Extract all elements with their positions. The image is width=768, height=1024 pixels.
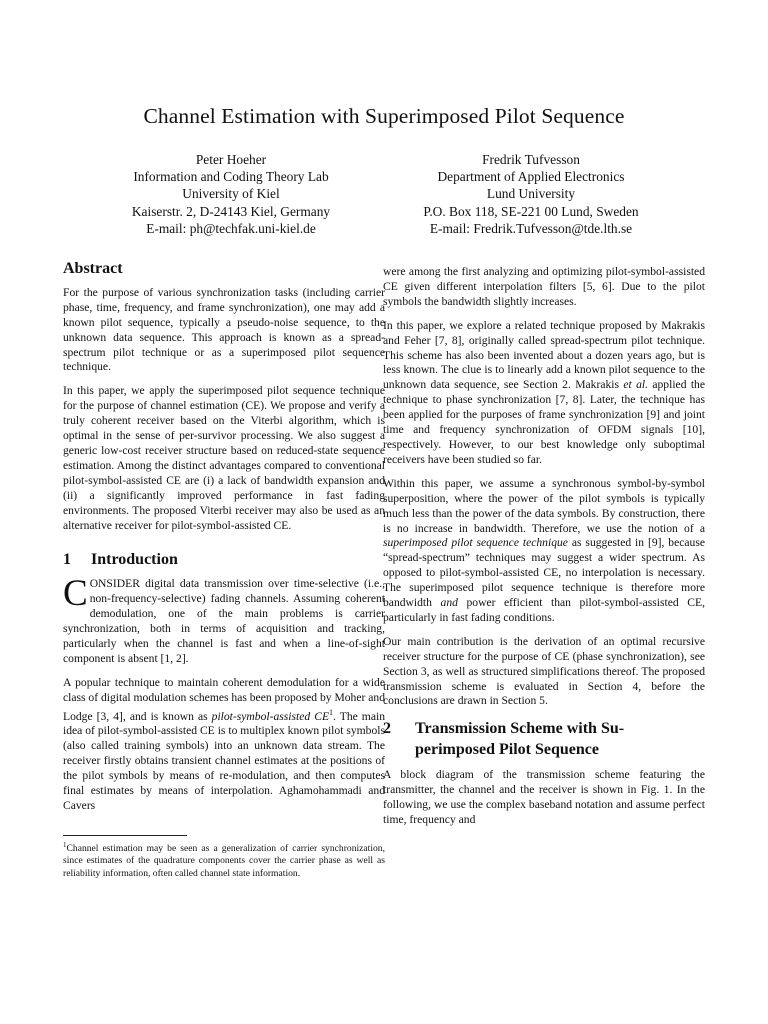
footnote-mark: 1 <box>63 841 67 849</box>
author-address: Kaiserstr. 2, D-24143 Kiel, Germany <box>131 203 331 219</box>
author-affiliation: Department of Applied Electronics <box>437 169 625 185</box>
section2-paragraph: A block diagram of the transmission scheme featuring the transmitter, the channel and the receiver is shown in Fig. 1. In the following, we use the complex baseband notation and assume perfect time, frequency and <box>383 768 705 827</box>
section-title: Introduction <box>91 551 178 569</box>
author-institution: Lund University <box>486 186 576 202</box>
paragraph-text: Within this paper, we assume a synchronous symbol-by-symbol superposition, where the power of the pilot symbols is typically much less than the power of the data symbols. By construction, there is no increase in bandwidth. Therefore, we use the notion of a <box>383 476 705 535</box>
footnote <box>63 839 385 880</box>
abstract-heading: Abstract <box>63 260 123 277</box>
author-name: Peter Hoeher <box>195 152 267 167</box>
paragraph-text: A popular technique to maintain coherent demodulation for a wide class of digital modulation schemes has been proposed by Moher and Lodge [3, 4], and is known as <box>63 675 385 723</box>
right-column <box>383 265 705 837</box>
drop-cap: C <box>63 573 88 615</box>
intro-paragraph <box>63 676 385 814</box>
author-address: P.O. Box 118, SE-221 00 Lund, Sweden <box>423 203 639 219</box>
abstract-paragraph: For the purpose of various synchronization tasks (including carrier phase, time, frequency, and frame synchronization), one may add a known pilot sequence, typically a pseudo-noise sequence, to the unknown data sequence. This approach is known as a spread-spectrum pilot technique or as a superimposed pilot sequence technique. <box>63 285 385 374</box>
paper-title: Channel Estimation with Superimposed Pilot Sequence <box>143 104 625 128</box>
footnote-rule <box>63 835 187 836</box>
paragraph-text: applied the technique to phase synchronization [7, 8]. Later, the technique has been applied for the purposes of frame synchronization [9] and joint time and frequency synchronization of OFDM signals [10], respectively. However, to our best knowledge only suboptimal receivers have been studied so far. <box>383 378 706 466</box>
author-email: E-mail: ph@techfak.uni-kiel.de <box>146 220 316 236</box>
left-column <box>63 258 385 823</box>
section-title-line2: perimposed Pilot Sequence <box>415 741 599 759</box>
author-block-1 <box>98 151 364 237</box>
paragraph-text: as suggested in [9], because “spread-spectrum” techniques may suggest a wider spectrum. As opposed to pilot-symbol-assisted CE, no interpolation is necessary. The superimposed pilot sequence technique is therefore more bandwidth <box>383 536 705 610</box>
small-caps-word: ONSIDER <box>89 577 140 591</box>
author-email: E-mail: Fredrik.Tufvesson@tde.lth.se <box>429 220 633 236</box>
author-name: Fredrik Tufvesson <box>482 152 580 167</box>
emphasis-text: and <box>440 596 458 610</box>
emphasis-text: pilot-symbol-assisted CE <box>211 709 330 723</box>
abstract-paragraph: In this paper, we apply the superimposed pilot sequence technique for the purpose of channel estimation (CE). We propose and verify a truly coherent receiver based on the Viterbi algorithm, which is optimal in the sense of per-survivor processing. We also suggest a generic low-cost receiver structure based on reduced-state sequence estimation. Among the distinct advantages compared to conventional pilot-symbol-assisted CE are (i) a lack of bandwidth expansion and (ii) a significantly improved performance in fast fading environments. The proposed Viterbi receiver may also be used as an alternative receiver for pilot-symbol-assisted CE. <box>63 384 385 532</box>
section-number: 1 <box>63 551 71 569</box>
emphasis-text: superimposed pilot sequence technique <box>383 536 568 550</box>
intro-paragraph <box>383 477 705 626</box>
paragraph-text: digital data transmission over time-selective (i.e., non-frequency-selective) fading channels. Assuming coherent demodulation, one of the main problems is carrier synchronization, both in terms of acquisition and tracking, particularly when the channel is fast and when a line-of-sight component is absent [1, 2]. <box>63 577 385 665</box>
intro-paragraph <box>383 319 705 468</box>
footnote-marker: 1 <box>329 707 334 717</box>
section-number: 2 <box>383 720 391 738</box>
author-affiliation: Information and Coding Theory Lab <box>133 169 329 185</box>
section-title-line1: Transmission Scheme with Su- <box>415 720 625 738</box>
emphasis-text: et al. <box>623 378 649 392</box>
author-block-2 <box>376 151 686 237</box>
intro-paragraph <box>63 573 385 666</box>
paragraph-text: power efficient than pilot-symbol-assisted CE, particularly in fast fading conditions. <box>383 596 705 624</box>
intro-paragraph: were among the first analyzing and optimizing pilot-symbol-assisted CE given different interpolation filters [5, 6]. Due to the pilot symbols the bandwidth slightly increases. <box>383 265 705 308</box>
footnote-text: Channel estimation may be seen as a generalization of carrier synchronization, since estimates of the quadrature components cover the carrier phase as well as reliability information, often called channel state information. <box>63 843 385 879</box>
paragraph-text: In this paper, we explore a related technique proposed by Makrakis and Feher [7, 8], originally called spread-spectrum pilot technique. This scheme has also been invented about a dozen years ago, but is less known. The clue is to linearly add a known pilot sequence to the unknown data sequence, see Section 2. Makrakis <box>383 318 705 392</box>
section-heading <box>383 718 705 760</box>
paragraph-text: . The main idea of pilot-symbol-assisted CE is to multiplex known pilot symbols (also called training symbols) into an unknown data stream. The receiver firstly obtains transient channel estimates at the positions of the pilot symbols by means of re-modulation, and then computes final estimates by means of interpolation. Aghamohammadi and Cavers <box>63 709 385 812</box>
author-institution: University of Kiel <box>182 186 280 202</box>
section-heading <box>63 553 385 568</box>
intro-paragraph: Our main contribution is the derivation of an optimal recursive receiver structure for the purpose of CE (phase synchronization), see Section 3, as well as structured simplifications thereof. The proposed transmission scheme is evaluated in Section 4, before the conclusions are drawn in Section 5. <box>383 634 705 708</box>
